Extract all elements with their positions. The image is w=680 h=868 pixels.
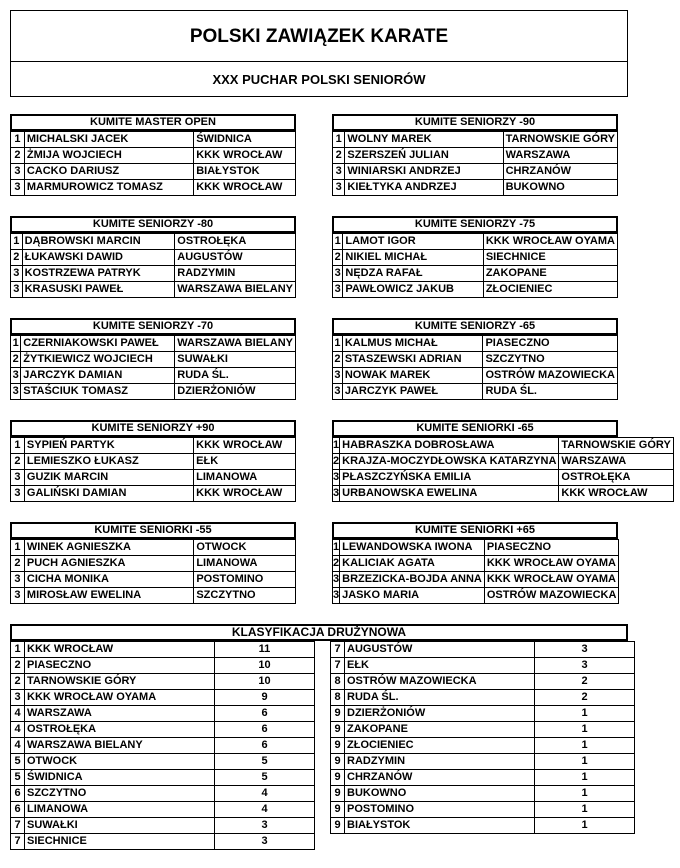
club-name: AUGUSTÓW <box>345 642 535 658</box>
points-cell: 2 <box>535 674 635 690</box>
club-name: PIASECZNO <box>483 336 618 352</box>
competitor-name: KOSTRZEWA PATRYK <box>22 266 175 282</box>
club-name: ZŁOCIENIEC <box>483 282 617 298</box>
club-name: KKK WROCŁAW OYAMA <box>25 690 215 706</box>
club-name: OSTROŁĘKA <box>175 234 296 250</box>
table-row <box>11 282 296 298</box>
club-name: KKK WROCŁAW <box>194 180 296 196</box>
club-name: OSTRÓW MAZOWIECKA <box>484 588 619 604</box>
club-name: PIASECZNO <box>25 658 215 674</box>
club-name: SUWAŁKI <box>175 352 296 368</box>
place-cell: 9 <box>331 770 345 786</box>
place-cell: 3 <box>11 470 25 486</box>
points-cell: 1 <box>535 706 635 722</box>
table-row <box>11 486 296 502</box>
place-cell: 3 <box>333 572 340 588</box>
club-name: EŁK <box>194 454 296 470</box>
club-name: RADZYMIN <box>345 754 535 770</box>
points-cell: 3 <box>535 642 635 658</box>
table-row <box>11 454 296 470</box>
place-cell: 1 <box>333 438 340 454</box>
place-cell: 1 <box>333 234 343 250</box>
club-name: ZAKOPANE <box>345 722 535 738</box>
category-title: KUMITE SENIORKI -55 <box>10 522 296 539</box>
table-row <box>331 690 635 706</box>
club-name: BUKOWNO <box>503 180 617 196</box>
place-cell: 2 <box>11 250 23 266</box>
table-row <box>11 738 315 754</box>
place-cell: 3 <box>11 588 25 604</box>
competitor-name: ŻMIJA WOJCIECH <box>24 148 193 164</box>
results-table <box>332 335 618 400</box>
table-row <box>11 540 296 556</box>
place-cell: 3 <box>11 266 23 282</box>
club-name: SIECHNICE <box>25 834 215 850</box>
place-cell: 1 <box>11 234 23 250</box>
club-name: SZCZYTNO <box>25 786 215 802</box>
place-cell: 9 <box>331 706 345 722</box>
competitor-name: JARCZYK DAMIAN <box>21 368 175 384</box>
table-row <box>333 588 619 604</box>
table-row <box>333 352 618 368</box>
table-row <box>333 486 674 502</box>
table-row <box>11 148 296 164</box>
competitor-name: CACKO DARIUSZ <box>24 164 193 180</box>
place-cell: 9 <box>331 722 345 738</box>
table-row <box>333 556 619 572</box>
club-name: RADZYMIN <box>175 266 296 282</box>
competitor-name: LEWANDOWSKA IWONA <box>340 540 485 556</box>
club-name: BUKOWNO <box>345 786 535 802</box>
table-row <box>333 132 618 148</box>
place-cell: 9 <box>331 754 345 770</box>
place-cell: 3 <box>333 588 340 604</box>
place-cell: 9 <box>331 786 345 802</box>
place-cell: 3 <box>333 470 340 486</box>
points-cell: 1 <box>535 722 635 738</box>
table-row <box>11 770 315 786</box>
club-name: OTWOCK <box>194 540 296 556</box>
page-subtitle: XXX PUCHAR POLSKI SENIORÓW <box>10 61 628 97</box>
place-cell: 1 <box>11 132 25 148</box>
place-cell: 2 <box>11 658 25 674</box>
competitor-name: WOLNY MAREK <box>345 132 503 148</box>
table-row <box>11 368 296 384</box>
place-cell: 2 <box>11 148 25 164</box>
table-row <box>11 352 296 368</box>
competitor-name: BRZEZICKA-BOJDA ANNA <box>340 572 485 588</box>
category-title: KUMITE SENIORZY -70 <box>10 318 296 335</box>
table-row <box>333 540 619 556</box>
table-row <box>11 336 296 352</box>
club-name: SZCZYTNO <box>194 588 296 604</box>
place-cell: 5 <box>11 754 25 770</box>
table-row <box>11 250 296 266</box>
category-block <box>332 420 671 502</box>
points-cell: 10 <box>215 658 315 674</box>
club-name: ZAKOPANE <box>483 266 617 282</box>
category-block <box>332 318 618 400</box>
club-name: LIMANOWA <box>25 802 215 818</box>
place-cell: 7 <box>331 642 345 658</box>
category-title: KUMITE MASTER OPEN <box>10 114 296 131</box>
place-cell: 3 <box>11 180 25 196</box>
table-row <box>11 658 315 674</box>
points-cell: 6 <box>215 722 315 738</box>
points-cell: 2 <box>535 690 635 706</box>
table-row <box>11 556 296 572</box>
club-name: ŚWIDNICA <box>194 132 296 148</box>
place-cell: 2 <box>11 556 25 572</box>
competitor-name: URBANOWSKA EWELINA <box>340 486 559 502</box>
place-cell: 3 <box>11 282 23 298</box>
place-cell: 2 <box>11 352 21 368</box>
competitor-name: MARMUROWICZ TOMASZ <box>24 180 193 196</box>
place-cell: 3 <box>11 572 25 588</box>
table-row <box>333 180 618 196</box>
club-name: RUDA ŚL. <box>175 368 296 384</box>
points-cell: 3 <box>215 818 315 834</box>
category-title: KUMITE SENIORZY +90 <box>10 420 296 437</box>
place-cell: 2 <box>333 250 343 266</box>
place-cell: 3 <box>11 690 25 706</box>
competitor-name: MIROSŁAW EWELINA <box>24 588 193 604</box>
place-cell: 7 <box>11 818 25 834</box>
table-row <box>331 738 635 754</box>
place-cell: 3 <box>333 164 345 180</box>
competitor-name: ŻYTKIEWICZ WOJCIECH <box>21 352 175 368</box>
table-row <box>331 770 635 786</box>
table-row <box>331 706 635 722</box>
classification-title: KLASYFIKACJA DRUŻYNOWA <box>10 624 628 641</box>
table-row <box>11 642 315 658</box>
classification-table-right <box>330 641 635 834</box>
place-cell: 1 <box>11 336 21 352</box>
club-name: OSTROŁĘKA <box>559 470 673 486</box>
competitor-name: NĘDZA RAFAŁ <box>343 266 483 282</box>
category-title: KUMITE SENIORKI +65 <box>332 522 618 539</box>
table-row <box>333 368 618 384</box>
points-cell: 9 <box>215 690 315 706</box>
place-cell: 2 <box>333 454 340 470</box>
table-row <box>331 658 635 674</box>
competitor-name: SYPIEŃ PARTYK <box>24 438 193 454</box>
club-name: OTWOCK <box>25 754 215 770</box>
club-name: KKK WROCŁAW <box>25 642 215 658</box>
competitor-name: KRAJZA-MOCZYDŁOWSKA KATARZYNA <box>340 454 559 470</box>
club-name: WARSZAWA <box>25 706 215 722</box>
results-table <box>332 233 618 298</box>
points-cell: 6 <box>215 706 315 722</box>
club-name: LIMANOWA <box>194 556 296 572</box>
table-row <box>11 802 315 818</box>
place-cell: 9 <box>331 818 345 834</box>
table-row <box>11 722 315 738</box>
club-name: KKK WROCŁAW <box>559 486 673 502</box>
table-row <box>11 180 296 196</box>
competitor-name: LAMOT IGOR <box>343 234 483 250</box>
competitor-name: PAWŁOWICZ JAKUB <box>343 282 483 298</box>
club-name: KKK WROCŁAW OYAMA <box>483 234 617 250</box>
category-block <box>332 114 618 196</box>
competitor-name: HABRASZKA DOBROSŁAWA <box>340 438 559 454</box>
club-name: TARNOWSKIE GÓRY <box>25 674 215 690</box>
place-cell: 2 <box>11 674 25 690</box>
competitor-name: KIEŁTYKA ANDRZEJ <box>345 180 503 196</box>
table-row <box>11 266 296 282</box>
place-cell: 1 <box>11 438 25 454</box>
place-cell: 3 <box>11 384 21 400</box>
competitor-name: NIKIEL MICHAŁ <box>343 250 483 266</box>
results-table <box>10 539 296 604</box>
table-row <box>333 438 674 454</box>
category-block <box>10 216 296 298</box>
table-row <box>11 706 315 722</box>
table-row <box>11 786 315 802</box>
page-title: POLSKI ZAWIĄZEK KARATE <box>10 10 628 62</box>
competitor-name: PUCH AGNIESZKA <box>24 556 193 572</box>
competitor-name: SZERSZEŃ JULIAN <box>345 148 503 164</box>
place-cell: 8 <box>331 674 345 690</box>
category-title: KUMITE SENIORZY -80 <box>10 216 296 233</box>
table-row <box>331 754 635 770</box>
club-name: RUDA ŚL. <box>345 690 535 706</box>
place-cell: 1 <box>333 132 345 148</box>
club-name: WARSZAWA <box>503 148 617 164</box>
table-row <box>331 642 635 658</box>
place-cell: 2 <box>333 148 345 164</box>
table-row <box>333 336 618 352</box>
table-row <box>11 384 296 400</box>
place-cell: 6 <box>11 786 25 802</box>
classification-table-left <box>10 641 315 850</box>
competitor-name: KRASUSKI PAWEŁ <box>22 282 175 298</box>
category-title: KUMITE SENIORZY -65 <box>332 318 618 335</box>
place-cell: 3 <box>333 266 343 282</box>
points-cell: 5 <box>215 770 315 786</box>
club-name: OSTROŁĘKA <box>25 722 215 738</box>
place-cell: 8 <box>331 690 345 706</box>
place-cell: 3 <box>333 180 345 196</box>
club-name: SZCZYTNO <box>483 352 618 368</box>
place-cell: 3 <box>333 486 340 502</box>
place-cell: 4 <box>11 722 25 738</box>
club-name: TARNOWSKIE GÓRY <box>559 438 673 454</box>
category-block <box>10 522 296 604</box>
competitor-name: JARCZYK PAWEŁ <box>342 384 483 400</box>
points-cell: 3 <box>535 658 635 674</box>
category-title: KUMITE SENIORKI -65 <box>332 420 618 437</box>
points-cell: 4 <box>215 786 315 802</box>
results-table <box>332 131 618 196</box>
club-name: OSTRÓW MAZOWIECKA <box>345 674 535 690</box>
place-cell: 9 <box>331 802 345 818</box>
category-block <box>10 420 296 502</box>
table-row <box>331 802 635 818</box>
place-cell: 3 <box>11 164 25 180</box>
results-table <box>10 233 296 298</box>
club-name: KKK WROCŁAW OYAMA <box>484 556 619 572</box>
competitor-name: GUZIK MARCIN <box>24 470 193 486</box>
table-row <box>331 786 635 802</box>
table-row <box>331 722 635 738</box>
points-cell: 1 <box>535 754 635 770</box>
place-cell: 3 <box>11 486 25 502</box>
competitor-name: KALMUS MICHAŁ <box>342 336 483 352</box>
results-table <box>332 437 674 502</box>
place-cell: 1 <box>11 642 25 658</box>
points-cell: 11 <box>215 642 315 658</box>
results-table <box>10 335 296 400</box>
club-name: RUDA ŚL. <box>483 384 618 400</box>
competitor-name: GALIŃSKI DAMIAN <box>24 486 193 502</box>
table-row <box>11 674 315 690</box>
table-row <box>333 454 674 470</box>
category-block <box>10 318 296 400</box>
club-name: WARSZAWA BIELANY <box>25 738 215 754</box>
table-row <box>333 384 618 400</box>
club-name: WARSZAWA <box>559 454 673 470</box>
table-row <box>11 818 315 834</box>
competitor-name: STAŚCIUK TOMASZ <box>21 384 175 400</box>
place-cell: 2 <box>11 454 25 470</box>
competitor-name: DĄBROWSKI MARCIN <box>22 234 175 250</box>
competitor-name: WINEK AGNIESZKA <box>24 540 193 556</box>
club-name: ŚWIDNICA <box>25 770 215 786</box>
club-name: CHRZANÓW <box>503 164 617 180</box>
competitor-name: ŁUKAWSKI DAWID <box>22 250 175 266</box>
points-cell: 1 <box>535 786 635 802</box>
club-name: ZŁOCIENIEC <box>345 738 535 754</box>
table-row <box>333 266 618 282</box>
place-cell: 7 <box>331 658 345 674</box>
club-name: PIASECZNO <box>484 540 619 556</box>
points-cell: 5 <box>215 754 315 770</box>
competitor-name: STASZEWSKI ADRIAN <box>342 352 483 368</box>
category-title: KUMITE SENIORZY -90 <box>332 114 618 131</box>
table-row <box>333 234 618 250</box>
competitor-name: WINIARSKI ANDRZEJ <box>345 164 503 180</box>
place-cell: 3 <box>333 384 343 400</box>
place-cell: 9 <box>331 738 345 754</box>
category-title: KUMITE SENIORZY -75 <box>332 216 618 233</box>
competitor-name: JASKO MARIA <box>340 588 485 604</box>
points-cell: 1 <box>535 738 635 754</box>
table-row <box>331 674 635 690</box>
club-name: EŁK <box>345 658 535 674</box>
points-cell: 6 <box>215 738 315 754</box>
competitor-name: LEMIESZKO ŁUKASZ <box>24 454 193 470</box>
place-cell: 2 <box>333 556 340 572</box>
table-row <box>333 250 618 266</box>
competitor-name: MICHALSKI JACEK <box>24 132 193 148</box>
place-cell: 1 <box>11 540 25 556</box>
table-row <box>11 572 296 588</box>
club-name: POSTOMINO <box>345 802 535 818</box>
table-row <box>11 132 296 148</box>
competitor-name: KALICIAK AGATA <box>340 556 485 572</box>
table-row <box>331 818 635 834</box>
club-name: KKK WROCŁAW <box>194 438 296 454</box>
competitor-name: NOWAK MAREK <box>342 368 483 384</box>
category-block <box>332 522 618 604</box>
table-row <box>11 834 315 850</box>
club-name: DZIERŻONIÓW <box>345 706 535 722</box>
table-row <box>333 164 618 180</box>
club-name: OSTRÓW MAZOWIECKA <box>483 368 618 384</box>
place-cell: 5 <box>11 770 25 786</box>
club-name: TARNOWSKIE GÓRY <box>503 132 617 148</box>
club-name: WARSZAWA BIELANY <box>175 282 296 298</box>
club-name: WARSZAWA BIELANY <box>175 336 296 352</box>
place-cell: 1 <box>333 540 340 556</box>
club-name: CHRZANÓW <box>345 770 535 786</box>
results-table <box>10 437 296 502</box>
category-block <box>10 114 296 196</box>
club-name: AUGUSTÓW <box>175 250 296 266</box>
club-name: KKK WROCŁAW <box>194 148 296 164</box>
points-cell: 3 <box>215 834 315 850</box>
place-cell: 3 <box>333 282 343 298</box>
place-cell: 3 <box>11 368 21 384</box>
results-table <box>10 131 296 196</box>
place-cell: 4 <box>11 738 25 754</box>
competitor-name: CZERNIAKOWSKI PAWEŁ <box>21 336 175 352</box>
place-cell: 1 <box>333 336 343 352</box>
results-table <box>332 539 619 604</box>
club-name: SIECHNICE <box>483 250 617 266</box>
table-row <box>11 588 296 604</box>
place-cell: 7 <box>11 834 25 850</box>
points-cell: 1 <box>535 818 635 834</box>
table-row <box>11 164 296 180</box>
place-cell: 4 <box>11 706 25 722</box>
club-name: KKK WROCŁAW <box>194 486 296 502</box>
table-row <box>11 754 315 770</box>
table-row <box>11 690 315 706</box>
points-cell: 1 <box>535 770 635 786</box>
table-row <box>333 282 618 298</box>
points-cell: 4 <box>215 802 315 818</box>
category-block <box>332 216 618 298</box>
club-name: POSTOMINO <box>194 572 296 588</box>
club-name: DZIERŻONIÓW <box>175 384 296 400</box>
points-cell: 1 <box>535 802 635 818</box>
table-row <box>333 148 618 164</box>
club-name: KKK WROCŁAW OYAMA <box>484 572 619 588</box>
place-cell: 6 <box>11 802 25 818</box>
table-row <box>11 438 296 454</box>
club-name: BIAŁYSTOK <box>345 818 535 834</box>
table-row <box>333 572 619 588</box>
table-row <box>11 470 296 486</box>
competitor-name: CICHA MONIKA <box>24 572 193 588</box>
club-name: BIAŁYSTOK <box>194 164 296 180</box>
competitor-name: PŁASZCZYŃSKA EMILIA <box>340 470 559 486</box>
points-cell: 10 <box>215 674 315 690</box>
table-row <box>333 470 674 486</box>
club-name: SUWAŁKI <box>25 818 215 834</box>
place-cell: 3 <box>333 368 343 384</box>
place-cell: 2 <box>333 352 343 368</box>
club-name: LIMANOWA <box>194 470 296 486</box>
table-row <box>11 234 296 250</box>
